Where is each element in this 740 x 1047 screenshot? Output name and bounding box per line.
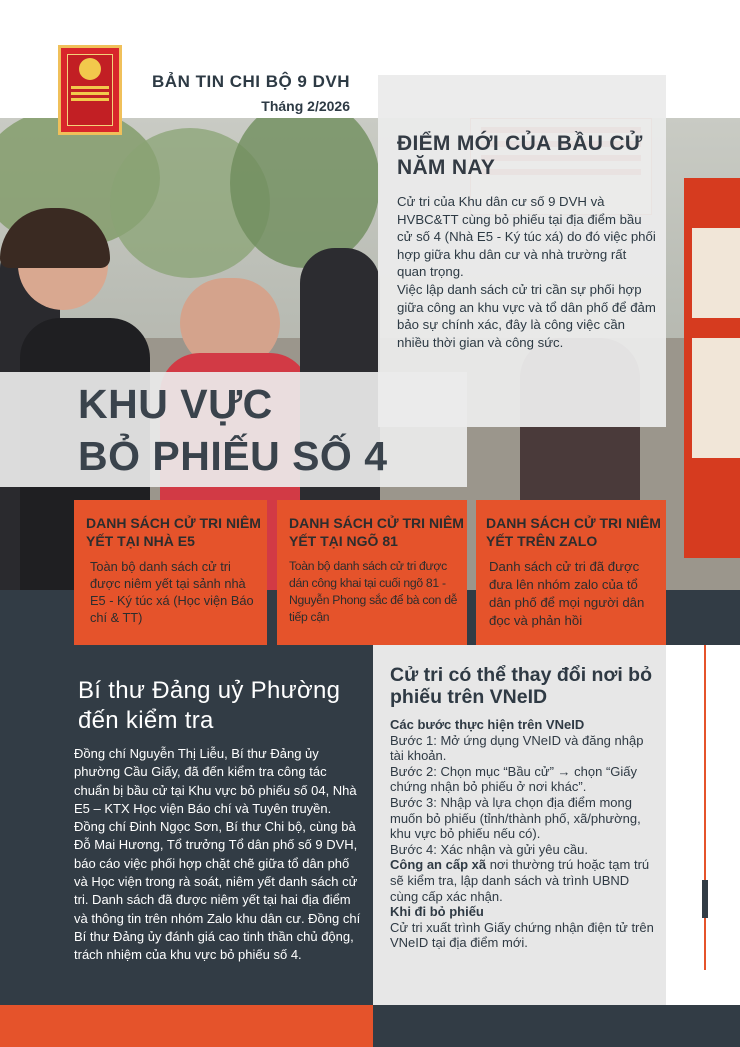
vneid-police (390, 857, 660, 904)
vneid-steps-heading: Các bước thực hiện trên VNeID (390, 717, 585, 732)
card-heading: DANH SÁCH CỬ TRI NIÊM YẾT TRÊN ZALO (486, 515, 661, 549)
bulletin-title: BẢN TIN CHI BỘ 9 DVH (152, 72, 350, 91)
new-points-title: ĐIỂM MỚI CỦA BẦU CỬ NĂM NAY (397, 132, 643, 179)
card-heading: DANH SÁCH CỬ TRI NIÊM YẾT TẠI NHÀ E5 (86, 515, 261, 549)
area-title-line: BỎ PHIẾU SỐ 4 (78, 433, 388, 479)
area-title-line: KHU VỰC (78, 381, 273, 427)
vneid-voting-text: Cử tri xuất trình Giấy chứng nhận điện tử trên VNeID tại địa điểm mới. (390, 919, 654, 951)
vneid-title: Cử tri có thể thay đổi nơi bỏ phiếu trên VNeID (390, 664, 652, 708)
new-points-paragraph: Việc lập danh sách cử tri cần sự phối hợp giữa công an khu vực và tổ dân phố để đảm bảo sự chính xác, đây là công việc cần nhiều thời gian và công sức. (397, 281, 656, 350)
area-title (78, 378, 458, 482)
vneid-step: Bước 2: Chọn mục “Bầu cử” → chọn “Giấy chứng nhận bỏ phiếu ở nơi khác”. (390, 763, 638, 795)
card-body: Toàn bộ danh sách cử tri được dán công khai tại cuối ngõ 81 - Nguyễn Phong sắc để bà con dễ tiếp cận (289, 559, 458, 624)
inspection-title: Bí thư Đảng uỷ Phường đến kiểm tra (78, 677, 341, 734)
card-heading: DANH SÁCH CỬ TRI NIÊM YẾT TẠI NGÕ 81 (289, 515, 464, 549)
vneid-body (390, 717, 660, 951)
vneid-step: Bước 1: Mở ứng dụng VNeID và đăng nhập tài khoản. (390, 732, 644, 764)
vneid-police-text: nơi thường trú hoặc tạm trú sẽ kiểm tra, lập danh sách và trình UBND cùng cấp xác nhận. (390, 857, 650, 904)
decorative-mark (702, 880, 708, 918)
vneid-step: Bước 4: Xác nhận và gửi yêu cầu. (390, 841, 588, 857)
new-points-paragraph: Cử tri của Khu dân cư số 9 DVH và HVBC&TT cùng bỏ phiếu tại địa điểm bầu cử số 4 (Nhà E5 - Ký túc xá) do đó việc phối hợp giữa khu dân cư và nhà trường rất quan trọng. (397, 194, 656, 280)
vneid-voting-heading: Khi đi bỏ phiếu (390, 904, 484, 920)
inspection-body: Đồng chí Nguyễn Thị Liễu, Bí thư Đảng ủy phường Cầu Giấy, đã đến kiểm tra công tác chuẩn bị bầu cử tại Khu vực bỏ phiếu số 04, Nhà E5 – KTX Học viện Báo chí và Tuyên truyền. Đồng chí Đinh Ngọc Sơn, Bí thư Chi bộ, cùng bà Đỗ Mai Hương, Tổ trưởng Tổ dân phố số 9 DVH, báo cáo việc phối hợp chặt chẽ giữa tổ dân phố và Học viện trong rà soát, niêm yết danh sách cử tri. Danh sách đã được niêm yết tại hai địa điểm và thông tin trên nhóm Zalo khu dân cư. Đồng chí Bí thư Đảng ủy đánh giá cao tinh thần chủ động, trách nhiệm của khu vực bỏ phiếu số 4. (74, 746, 361, 963)
vneid-police-bold: Công an cấp xã (390, 857, 487, 873)
new-points-body (397, 193, 659, 351)
notice-board (684, 178, 740, 558)
vneid-step: Bước 3: Nhập và lựa chọn địa điểm mong muốn bỏ phiếu (tỉnh/thành phố, xã/phường, khu vực bỏ phiếu nếu có). (390, 794, 641, 842)
star-emblem-icon (79, 58, 101, 80)
footer-accent-bar (0, 1005, 373, 1047)
decorative-line (704, 645, 706, 970)
bulletin-date: Tháng 2/2026 (261, 98, 350, 114)
card-body: Danh sách cử tri đã được đưa lên nhóm zalo của tổ dân phố để mọi người dân đọc và phản hồi (489, 559, 645, 628)
footer-dark-bar (373, 1005, 740, 1047)
card-body: Toàn bộ danh sách cử tri được niêm yết tại sảnh nhà E5 - Ký túc xá (Học viện Báo chí & TT) (90, 559, 254, 625)
party-emblem-logo (58, 45, 122, 135)
